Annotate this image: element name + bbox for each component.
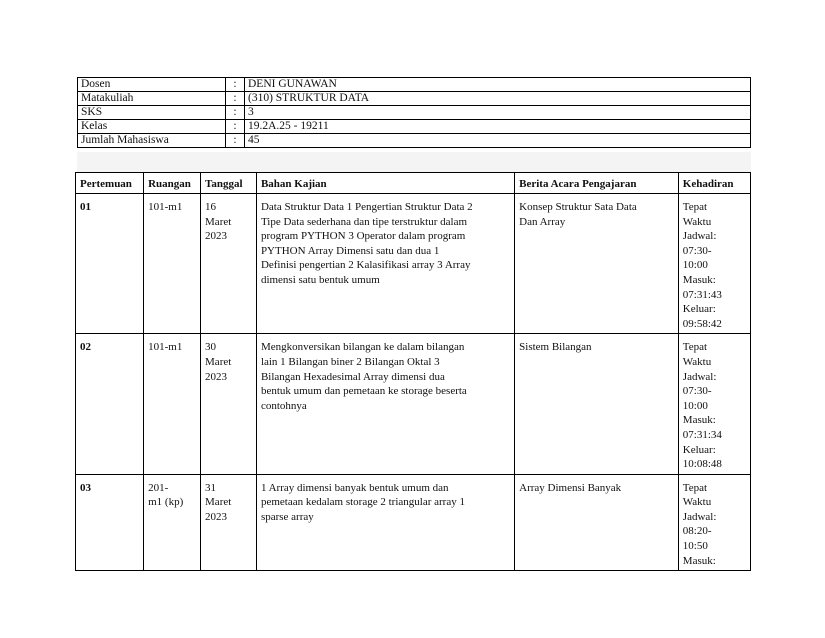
cell-tanggal-line: 30	[205, 341, 217, 354]
cell-bahan-kajian-line: PYTHON Array Dimensi satu dan dua 1	[260, 244, 440, 257]
section-gap	[77, 152, 751, 172]
info-label: Matakuliah	[78, 92, 226, 106]
info-label: Dosen	[78, 78, 226, 92]
cell-bahan-kajian-line: sparse array	[260, 510, 314, 523]
info-value: 3	[245, 106, 751, 120]
cell-tanggal-line: 2023	[205, 370, 228, 383]
cell-bahan-kajian-line: Tipe Data sederhana dan tipe terstruktur dalam	[260, 215, 468, 228]
cell-bahan-kajian-line: Definisi pengertian 2 Kalasifikasi array 3 Array	[260, 259, 471, 272]
cell-berita-acara	[515, 334, 679, 474]
cell-bahan-kajian-line: 1 Array dimensi banyak bentuk umum dan	[260, 481, 449, 494]
info-separator: :	[226, 92, 245, 106]
cell-kehadiran-line: Tepat	[682, 481, 708, 494]
cell-kehadiran-line: 07:31:34	[682, 428, 722, 441]
cell-tanggal-line: Maret	[205, 496, 232, 509]
table-row	[76, 334, 751, 474]
cell-bahan-kajian	[256, 194, 514, 334]
cell-pertemuan: 01	[76, 194, 144, 334]
cell-tanggal	[201, 474, 257, 571]
cell-bahan-kajian-line: Mengkonversikan bilangan ke dalam bilangan	[260, 341, 465, 354]
cell-kehadiran-line: Masuk:	[682, 273, 716, 286]
cell-tanggal-line: 16	[205, 201, 217, 213]
header-tanggal: Tanggal	[201, 173, 257, 194]
cell-ruangan	[144, 194, 201, 334]
cell-kehadiran-line: Jadwal:	[682, 230, 717, 243]
info-row	[78, 106, 751, 120]
info-label: Kelas	[78, 120, 226, 134]
cell-kehadiran-line: 07:31:43	[682, 288, 722, 301]
cell-kehadiran-line: 08:20-	[682, 525, 712, 538]
info-label: SKS	[78, 106, 226, 120]
cell-kehadiran-line: 09:58:42	[682, 317, 722, 330]
info-separator: :	[226, 78, 245, 92]
cell-tanggal-line: Maret	[205, 355, 232, 368]
info-value: 45	[245, 134, 751, 148]
header-bahan-kajian: Bahan Kajian	[256, 173, 514, 194]
cell-pertemuan: 03	[76, 474, 144, 571]
cell-berita-acara-line: Sistem Bilangan	[519, 341, 592, 354]
info-row	[78, 134, 751, 148]
cell-berita-acara-line: Konsep Struktur Sata Data	[519, 201, 637, 213]
cell-kehadiran-line: Keluar:	[682, 443, 716, 456]
cell-kehadiran-line: Jadwal:	[682, 370, 717, 383]
cell-bahan-kajian	[256, 474, 514, 571]
info-separator: :	[226, 134, 245, 148]
cell-bahan-kajian-line: pemetaan kedalam storage 2 triangular array 1	[260, 496, 465, 509]
cell-kehadiran-line: 10:50	[682, 540, 708, 553]
cell-berita-acara	[515, 194, 679, 334]
cell-bahan-kajian-line: dimensi satu bentuk umum	[260, 273, 380, 286]
header-ruangan: Ruangan	[144, 173, 201, 194]
cell-kehadiran-line: 10:00	[682, 259, 708, 272]
cell-tanggal-line: Maret	[205, 215, 232, 228]
cell-pertemuan: 02	[76, 334, 144, 474]
cell-kehadiran-line: Masuk:	[682, 414, 716, 427]
info-row	[78, 92, 751, 106]
cell-ruangan-line: 201-	[148, 481, 169, 494]
table-header-row	[76, 173, 751, 194]
info-separator: :	[226, 120, 245, 134]
cell-tanggal	[201, 194, 257, 334]
cell-kehadiran-line: 10:00	[682, 399, 708, 412]
info-row	[78, 120, 751, 134]
cell-kehadiran-line: Keluar:	[682, 303, 716, 316]
cell-tanggal-line: 2023	[205, 230, 228, 243]
cell-kehadiran	[678, 474, 750, 571]
info-value: DENI GUNAWAN	[245, 78, 751, 92]
cell-tanggal-line: 31	[205, 481, 217, 494]
table-row	[76, 194, 751, 334]
cell-bahan-kajian-line: lain 1 Bilangan biner 2 Bilangan Oktal 3	[260, 355, 440, 368]
cell-bahan-kajian-line: contohnya	[260, 399, 307, 412]
cell-ruangan-line: 101-m1	[148, 201, 183, 213]
cell-kehadiran-line: 07:30-	[682, 244, 712, 257]
cell-ruangan-line: m1 (kp)	[148, 496, 184, 509]
table-row	[76, 474, 751, 571]
cell-berita-acara-line: Array Dimensi Banyak	[519, 481, 622, 494]
cell-bahan-kajian-line: bentuk umum dan pemetaan ke storage beserta	[260, 385, 467, 398]
cell-kehadiran-line: Tepat	[682, 201, 708, 213]
info-separator: :	[226, 106, 245, 120]
info-value: (310) STRUKTUR DATA	[245, 92, 751, 106]
header-kehadiran: Kehadiran	[678, 173, 750, 194]
cell-bahan-kajian-line: program PYTHON 3 Operator dalam program	[260, 230, 466, 243]
info-row	[78, 78, 751, 92]
cell-ruangan	[144, 474, 201, 571]
cell-kehadiran-line: Waktu	[682, 496, 712, 509]
cell-bahan-kajian-line: Bilangan Hexadesimal Array dimensi dua	[260, 370, 445, 383]
info-label: Jumlah Mahasiswa	[78, 134, 226, 148]
header-berita-acara: Berita Acara Pengajaran	[515, 173, 679, 194]
cell-kehadiran-line: 10:08:48	[682, 458, 722, 471]
cell-ruangan	[144, 334, 201, 474]
cell-ruangan-line: 101-m1	[148, 341, 183, 354]
header-pertemuan: Pertemuan	[76, 173, 144, 194]
cell-kehadiran-line: Waktu	[682, 355, 712, 368]
cell-kehadiran-line: 07:30-	[682, 385, 712, 398]
cell-kehadiran	[678, 334, 750, 474]
attendance-table	[75, 172, 751, 571]
cell-bahan-kajian-line: Data Struktur Data 1 Pengertian Struktur Data 2	[260, 201, 473, 213]
course-info-table	[77, 77, 751, 148]
cell-berita-acara	[515, 474, 679, 571]
cell-kehadiran	[678, 194, 750, 334]
cell-kehadiran-line: Tepat	[682, 341, 708, 354]
cell-tanggal-line: 2023	[205, 510, 228, 523]
cell-kehadiran-line: Masuk:	[682, 554, 716, 567]
cell-berita-acara-line: Dan Array	[519, 215, 566, 228]
cell-tanggal	[201, 334, 257, 474]
cell-bahan-kajian	[256, 334, 514, 474]
cell-kehadiran-line: Waktu	[682, 215, 712, 228]
cell-kehadiran-line: Jadwal:	[682, 510, 717, 523]
info-value: 19.2A.25 - 19211	[245, 120, 751, 134]
